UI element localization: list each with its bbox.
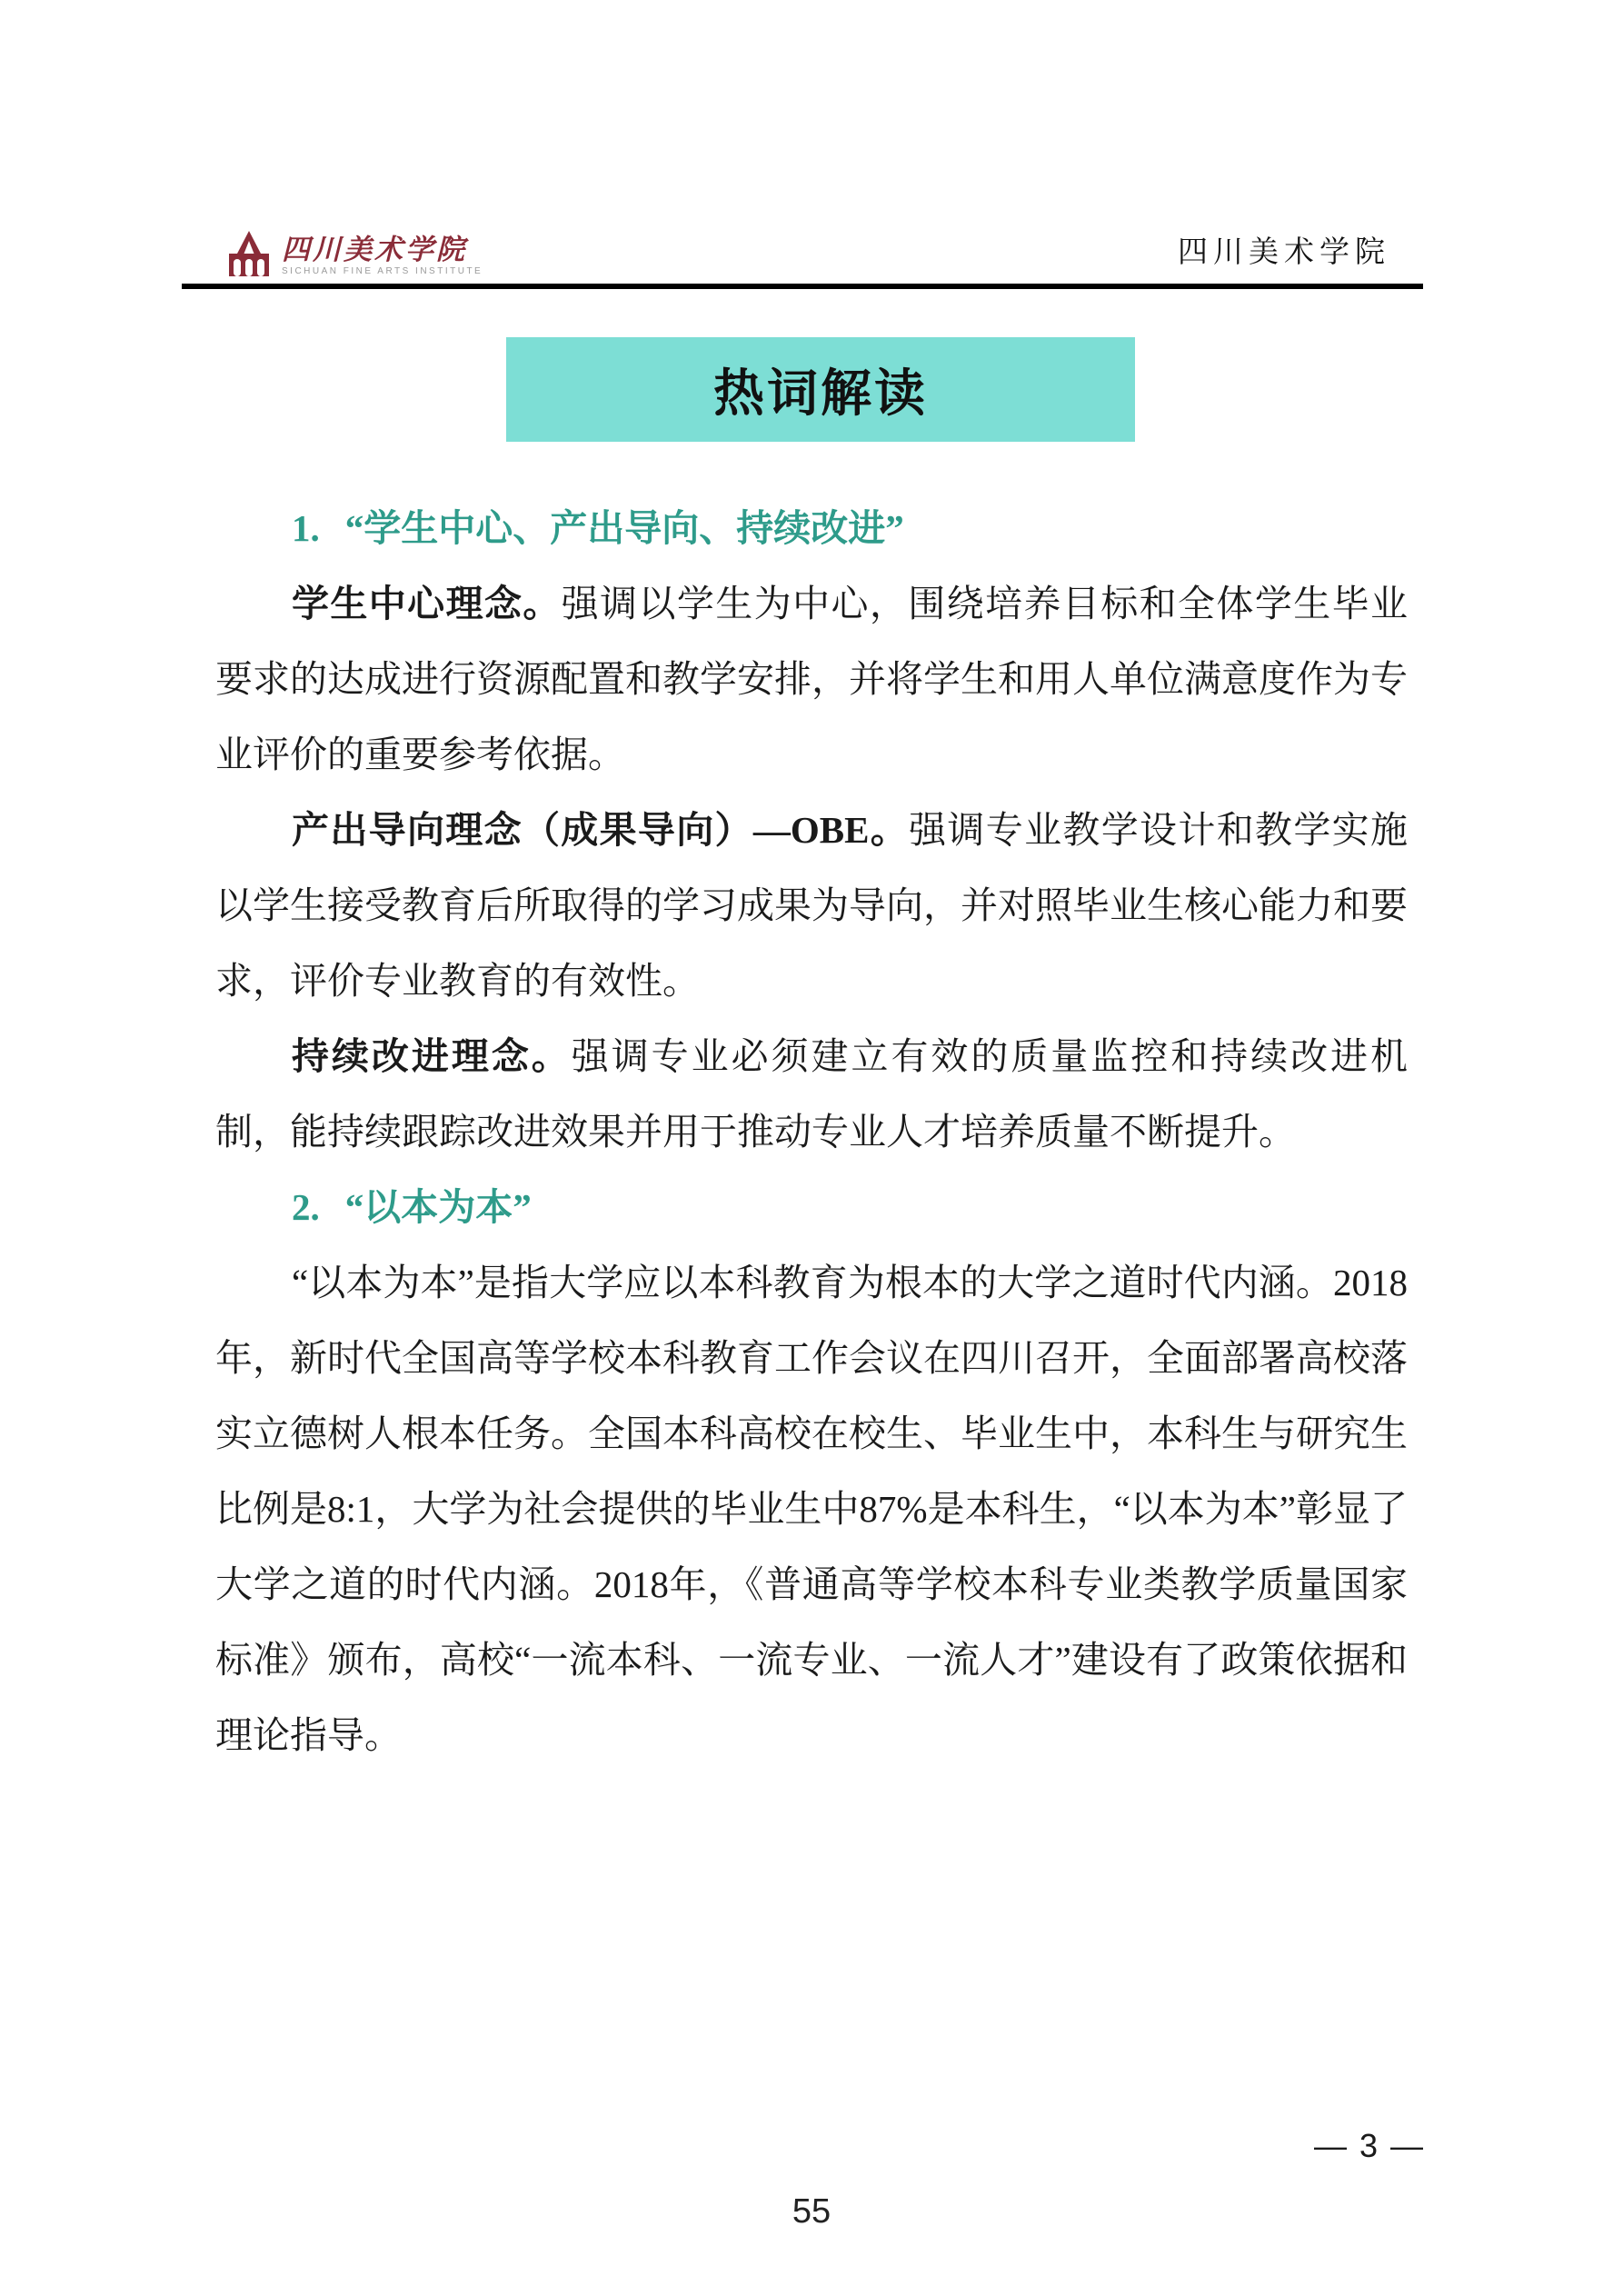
paragraph-text: “以本为本”是指大学应以本科教育为根本的大学之道时代内涵。2018年，新时代全国高等学校本科教育工作会议在四川召开，全面部署高校落实立德树人根本任务。全国本科高校在校生、毕业生中，本科生与研究生比例是8:1，大学为社会提供的毕业生中87%是本科生，“以本为本”彰显了大学之道的时代内涵。2018年，《普通高等学校本科专业类教学质量国家标准》颁布，高校“一流本科、一流专业、一流人才”建设有了政策依据和理论指导。	[215, 1262, 1408, 1756]
logo-name-zh: 四川美术学院	[282, 234, 467, 265]
paragraph	[215, 1245, 1408, 1773]
page-number: 55	[792, 2192, 831, 2231]
document-body	[215, 491, 1408, 1773]
section-heading	[215, 1170, 1408, 1245]
logo-wordmark	[282, 235, 483, 276]
section-heading	[215, 491, 1408, 566]
section-title: “以本为本”	[344, 1186, 532, 1228]
paragraph	[215, 1019, 1408, 1170]
paragraph-lead: 学生中心理念。	[292, 583, 562, 624]
section-number: 2.	[292, 1186, 320, 1228]
arch-gate-icon	[225, 231, 273, 276]
section-banner	[506, 337, 1135, 442]
page-header	[182, 0, 1423, 289]
page-marker: — 3 —	[1313, 2127, 1425, 2164]
banner-title: 热词解读	[713, 365, 928, 423]
section-hot-word-2	[215, 1170, 1408, 1773]
paragraph-text: 强调以学生为中心，围绕培养目标和全体学生毕业要求的达成进行资源配置和教学安排，并将学生和用人单位满意度作为专业评价的重要参考依据。	[215, 583, 1408, 775]
section-number: 1.	[292, 507, 320, 549]
university-logo	[225, 231, 483, 276]
paragraph-text: 强调专业必须建立有效的质量监控和持续改进机制，能持续跟踪改进效果并用于推动专业人才培养质量不断提升。	[215, 1035, 1409, 1153]
paragraph	[215, 793, 1408, 1019]
logo-name-en: SICHUAN FINE ARTS INSTITUTE	[282, 266, 483, 276]
header-school-name: 四川美术学院	[1178, 236, 1390, 269]
paragraph-text: 强调专业教学设计和教学实施以学生接受教育后所取得的学习成果为导向，并对照毕业生核心能力和要求，评价专业教育的有效性。	[215, 809, 1408, 1002]
section-hot-word-1	[215, 491, 1408, 1170]
paragraph	[215, 566, 1408, 793]
paragraph-lead: 持续改进理念。	[292, 1035, 572, 1077]
section-title: “学生中心、产出导向、持续改进”	[344, 507, 904, 549]
paragraph-lead: 产出导向理念（成果导向）—OBE。	[292, 809, 910, 851]
